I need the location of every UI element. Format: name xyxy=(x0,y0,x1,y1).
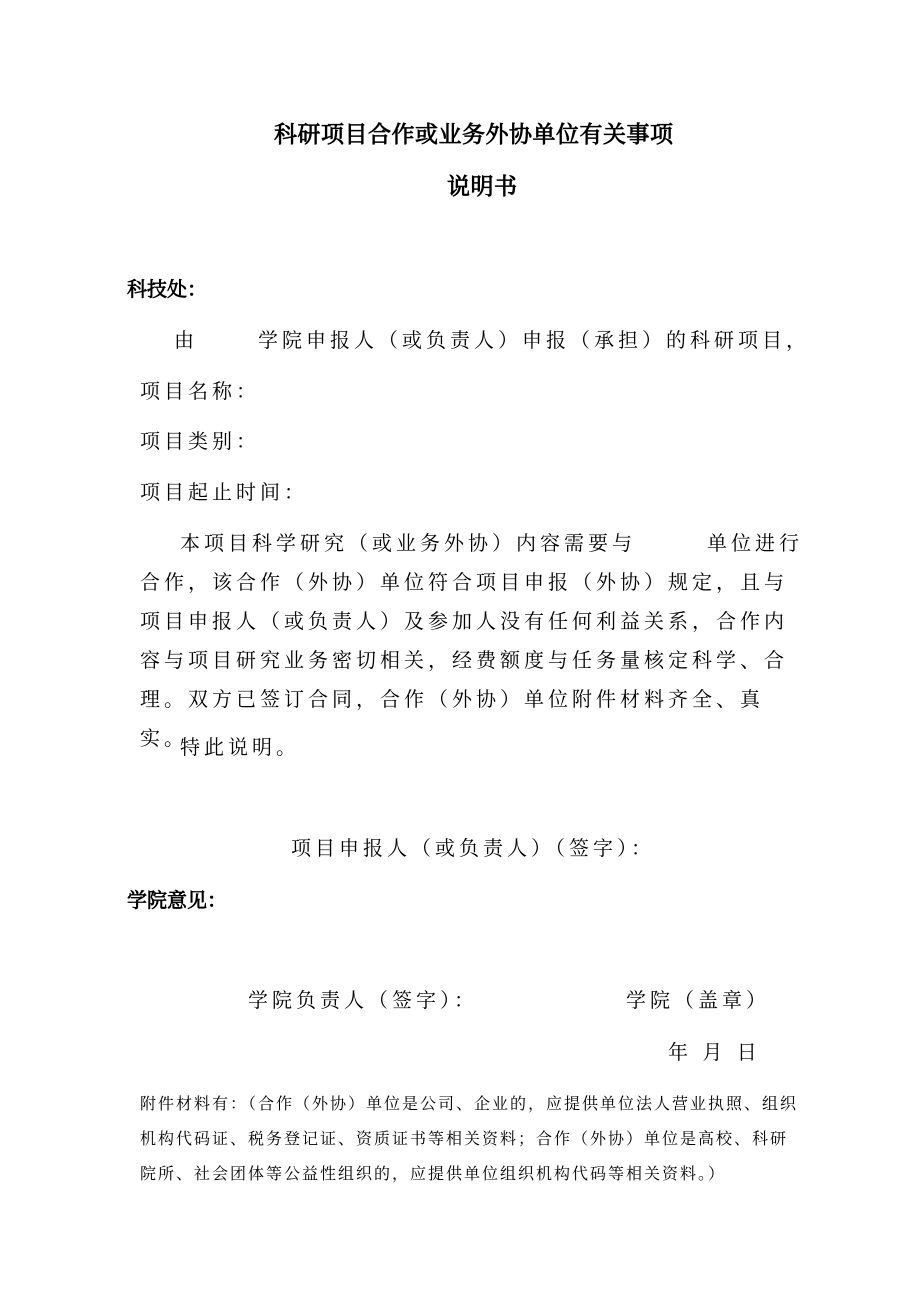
attachment-note: 附件材料有：（合作（外协）单位是公司、企业的，应提供单位法人营业执照、组织机构代码证、税务登记证、资质证书等相关资料；合作（外协）单位是高校、科研院所、社会团体等公益性组织的，应提供单位组织机构代码等相关资料。） xyxy=(140,1094,799,1183)
date-line: 年 月 日 xyxy=(668,1040,761,1064)
college-opinion-heading: 学院意见： xyxy=(127,888,227,912)
document-subtitle: 说明书 xyxy=(447,174,518,200)
document-title: 科研项目合作或业务外协单位有关事项 xyxy=(274,122,674,148)
college-seal-label: 学院（盖章） xyxy=(626,988,770,1012)
field-project-name: 项目名称： xyxy=(140,379,260,403)
intro-suffix: 学院申报人（或负责人）申报（承担）的科研项目， xyxy=(258,328,810,352)
paragraph-start: 本项目科学研究（或业务外协）内容需要与 xyxy=(180,531,636,555)
applicant-signature-label: 项目申报人（或负责人）（签字）： xyxy=(291,836,655,860)
college-head-signature-label: 学院负责人（签字）： xyxy=(248,988,478,1012)
closing-statement: 特此说明。 xyxy=(180,735,300,759)
field-project-period: 项目起止时间： xyxy=(140,480,308,504)
paragraph-unit-label: 单位进行 xyxy=(707,531,803,555)
intro-prefix: 由 xyxy=(174,328,198,352)
paragraph-body: 合作，该合作（外协）单位符合项目申报（外协）规定，且与项目申报人（或负责人）及参加人没有任何利益关系，合作内容与项目研究业务密切相关，经费额度与任务量核定科学、合理。双方已签订合同，合作（外协）单位附件材料齐全、真实。 xyxy=(140,570,788,750)
addressee: 科技处： xyxy=(127,277,207,301)
field-project-type: 项目类别： xyxy=(140,429,260,453)
